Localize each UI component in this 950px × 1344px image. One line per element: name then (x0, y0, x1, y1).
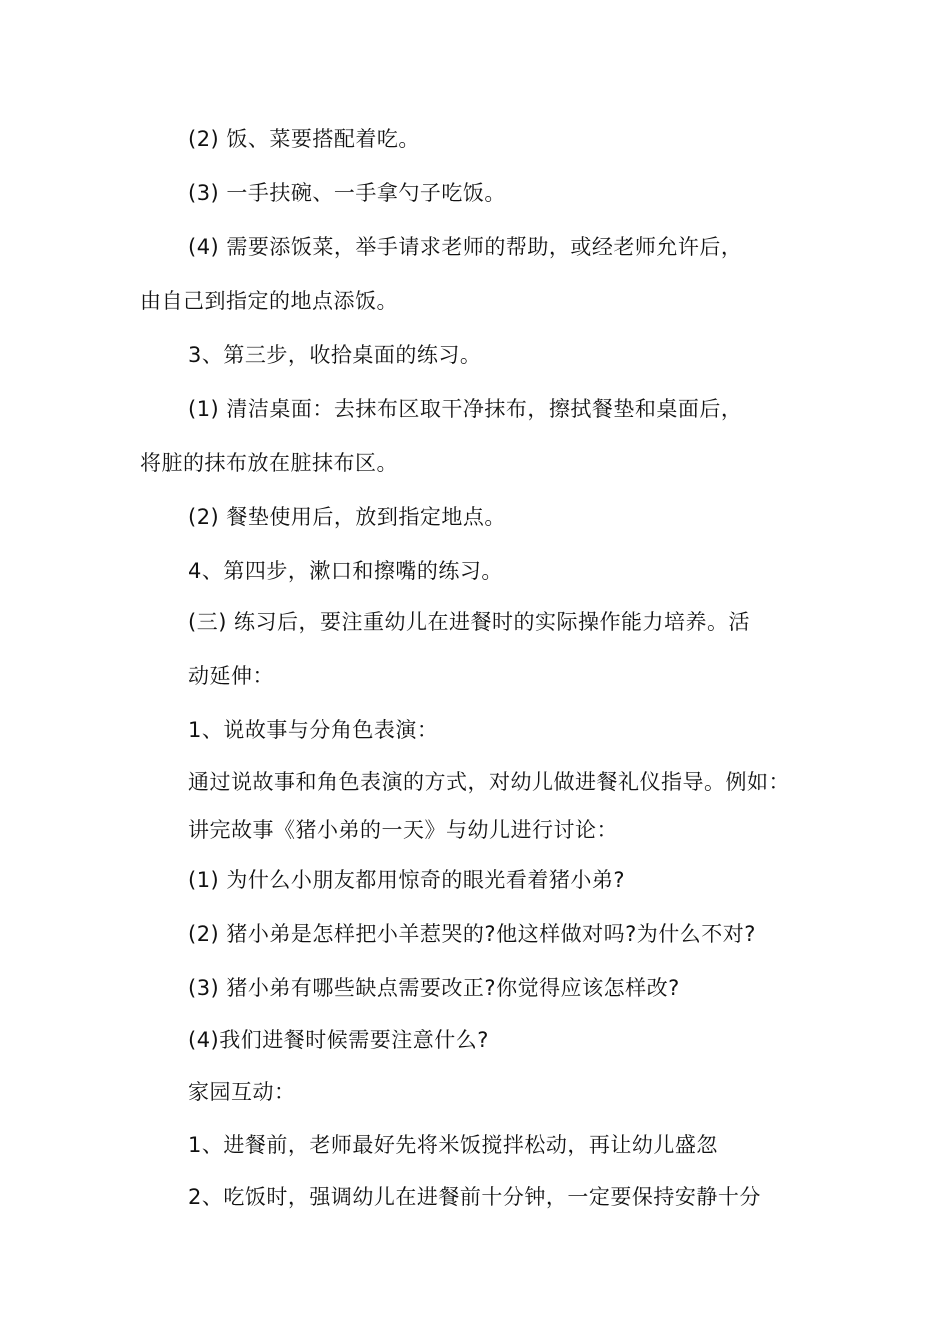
text-line: 家园互动： (188, 1080, 296, 1104)
text-line: 1、说故事与分角色表演： (188, 718, 439, 742)
text-line: 2、吃饭时，强调幼儿在进餐前十分钟，一定要保持安静十分 (188, 1185, 761, 1209)
text-line: 3、第三步，收拾桌面的练习。 (188, 343, 482, 367)
text-line: (4) 需要添饭菜，举手请求老师的帮助，或经老师允许后， (188, 235, 743, 259)
text-line: 通过说故事和角色表演的方式，对幼儿做进餐礼仪指导。例如： (188, 770, 790, 794)
text-line: 4、第四步，漱口和擦嘴的练习。 (188, 559, 503, 583)
text-line: 动延伸： (188, 664, 274, 688)
text-line: (3) 一手扶碗、一手拿勺子吃饭。 (188, 181, 506, 205)
text-line: (3) 猪小弟有哪些缺点需要改正?你觉得应该怎样改? (188, 976, 680, 1000)
text-line: 将脏的抹布放在脏抹布区。 (140, 451, 398, 475)
text-line: (1) 清洁桌面：去抹布区取干净抹布，擦拭餐垫和桌面后， (188, 397, 743, 421)
text-line: (2) 饭、菜要搭配着吃。 (188, 127, 420, 151)
text-line: (1) 为什么小朋友都用惊奇的眼光看着猪小弟? (188, 868, 626, 892)
text-line: 由自己到指定的地点添饭。 (140, 289, 398, 313)
text-line: 1、进餐前，老师最好先将米饭搅拌松动，再让幼儿盛忽 (188, 1133, 718, 1157)
text-line: 讲完故事《猪小弟的一天》与幼儿进行讨论： (188, 818, 618, 842)
text-line: (2) 餐垫使用后，放到指定地点。 (188, 505, 506, 529)
text-line: (三) 练习后，要注重幼儿在进餐时的实际操作能力培养。活 (188, 610, 751, 634)
text-line: (2) 猪小弟是怎样把小羊惹哭的?他这样做对吗?为什么不对? (188, 922, 756, 946)
text-line: (4)我们进餐时候需要注意什么? (188, 1028, 489, 1052)
